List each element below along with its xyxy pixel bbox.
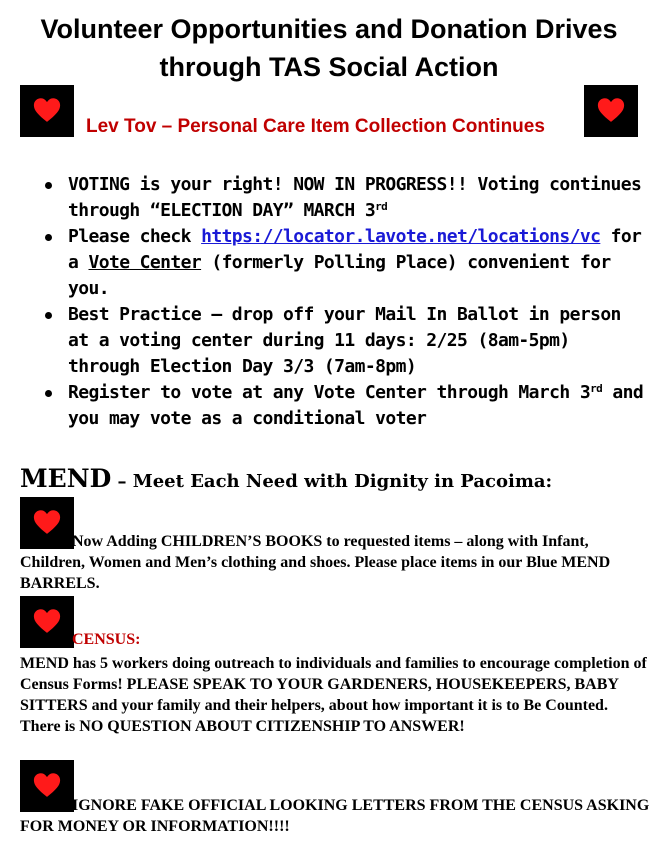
- fake-letters-warning: IGNORE FAKE OFFICIAL LOOKING LETTERS FROM THE CENSUS ASKING FOR MONEY OR INFORMATION!!!!: [20, 797, 650, 835]
- mend-heading-acronym: MEND: [20, 464, 112, 493]
- heart-box-census: [20, 596, 74, 648]
- voting-list: [44, 172, 644, 432]
- voting-item: [44, 224, 644, 302]
- voting-item: [44, 380, 644, 432]
- census-paragraph: MEND has 5 workers doing outreach to individuals and families to encourage completion of Census Forms! PLEASE SPEAK TO YOUR GARDENERS, HOUSEKEEPERS, BABY SITTERS and your family and their helpers, about how important it is to Be Counted. There is NO QUESTION ABOUT CITIZENSHIP TO ANSWER!: [20, 655, 647, 735]
- voting-item-text: for a: [68, 226, 642, 273]
- mend-heading-text: – Meet Each Need with Dignity in Pacoima:: [111, 471, 553, 492]
- heart-icon: [33, 608, 61, 634]
- census-label: CENSUS:: [72, 631, 141, 648]
- heart-box-levtov-right: [584, 85, 638, 137]
- voting-item-text: (formerly Polling Place) convenient for you.: [68, 252, 611, 299]
- page-title: [0, 10, 658, 86]
- voting-item-text: VOTING is your right! NOW IN PROGRESS!! Voting continues through “ELECTION DAY” MARCH 3: [68, 174, 642, 221]
- levtov-heading: Lev Tov – Personal Care Item Collection Continues: [86, 116, 545, 137]
- locator-link[interactable]: https://locator.lavote.net/locations/vc: [201, 226, 601, 247]
- heart-icon: [597, 97, 625, 123]
- ordinal-suffix: rd: [375, 200, 388, 213]
- vote-center-text: Vote Center: [88, 252, 202, 273]
- ordinal-suffix: rd: [590, 382, 603, 395]
- mend-books-paragraph: Now Adding CHILDREN’S BOOKS to requested items – along with Infant, Children, Women and Men’s clothing and shoes. Please place items in our Blue MEND BARRELS.: [20, 533, 611, 592]
- voting-item: [44, 302, 644, 380]
- voting-item-text: Best Practice – drop off your Mail In Ballot in person at a voting center during 11 days: 2/25 (8am-5pm) through Election Day 3/3 (7am-8pm): [68, 304, 621, 377]
- voting-item-text: and you may vote as a conditional voter: [68, 382, 644, 429]
- heart-box-levtov-left: [20, 85, 74, 137]
- mend-heading: [20, 464, 552, 493]
- title-line-2: through TAS Social Action: [159, 52, 499, 82]
- voting-item-text: Please check: [68, 226, 202, 247]
- voting-item: [44, 172, 644, 224]
- voting-item-text: Register to vote at any Vote Center through March 3: [68, 382, 591, 403]
- heart-icon: [33, 97, 61, 123]
- title-line-1: Volunteer Opportunities and Donation Drives: [40, 14, 618, 44]
